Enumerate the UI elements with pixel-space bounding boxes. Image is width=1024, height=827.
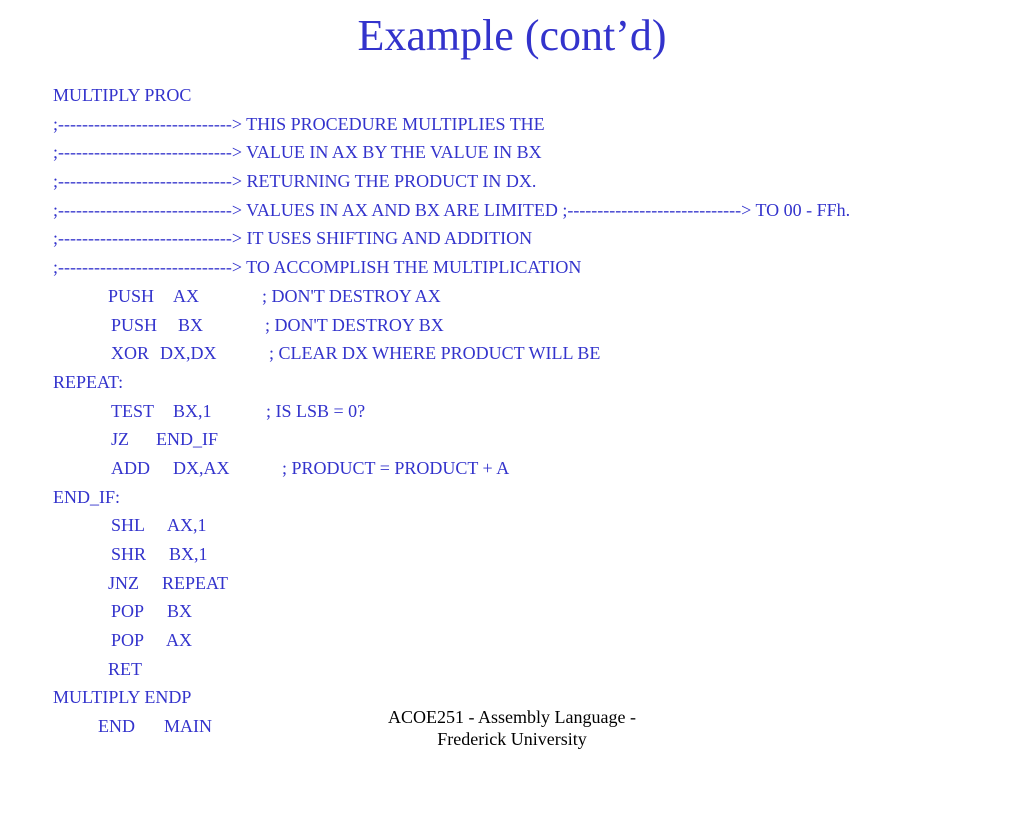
code-label: END_IF:: [53, 486, 120, 507]
code-args: DX,AX: [173, 457, 230, 478]
code-line: [0, 397, 1024, 426]
code-line: [0, 110, 1024, 139]
code-args: BX: [167, 601, 193, 622]
code-line: [0, 81, 1024, 110]
code-line: [0, 569, 1024, 598]
code-args: REPEAT: [162, 572, 229, 593]
code-op: SHR: [111, 544, 147, 564]
code-args: END_IF: [156, 429, 218, 450]
code-args: BX: [178, 314, 204, 335]
code-comment: ;-----------------------------> TO ACCOMPLISH THE MULTIPLICATION: [53, 257, 582, 278]
code-op: JZ: [111, 429, 129, 450]
code-line: [0, 368, 1024, 397]
code-args: BX,1: [173, 400, 212, 421]
code-op: END: [98, 716, 135, 737]
footer-course: ACOE251 - Assembly Language -: [388, 707, 636, 727]
code-line: [0, 253, 1024, 282]
code-args: AX: [166, 630, 192, 651]
code-line: [0, 196, 1024, 225]
code-label: MULTIPLY PROC: [53, 85, 192, 105]
code-op: JNZ: [108, 572, 139, 593]
footer-university: Frederick University: [437, 729, 587, 749]
code-line: [0, 626, 1024, 655]
code-op: SHL: [111, 515, 146, 536]
code-op: RET: [108, 658, 142, 679]
code-args: DX,DX: [160, 343, 217, 364]
code-comment: ;-----------------------------> THIS PROCEDURE MULTIPLIES THE: [53, 113, 545, 134]
code-note: ; DON'T DESTROY BX: [265, 314, 444, 335]
code-note: ; PRODUCT = PRODUCT + A: [282, 457, 510, 478]
code-line: [0, 483, 1024, 512]
code-op: TEST: [111, 400, 154, 421]
code-comment: ;-----------------------------> RETURNING THE PRODUCT IN DX.: [53, 171, 537, 192]
code-label: REPEAT:: [53, 371, 124, 392]
code-comment: ;-----------------------------> VALUE IN AX BY THE VALUE IN BX: [53, 142, 542, 163]
code-args: AX: [173, 285, 199, 306]
code-line: [0, 311, 1024, 340]
code-note: ; IS LSB = 0?: [266, 400, 366, 421]
slide-title: Example (cont’d): [357, 11, 667, 60]
code-comment: ;-----------------------------> VALUES IN AX AND BX ARE LIMITED ;-----------------------------> TO 00 - FFh.: [53, 199, 851, 220]
code-line: [0, 224, 1024, 253]
code-op: ADD: [111, 457, 150, 478]
code-line: [0, 167, 1024, 196]
code-op: PUSH: [108, 285, 155, 306]
code-listing: [0, 81, 1024, 741]
code-line: [0, 339, 1024, 368]
code-op: PUSH: [111, 314, 158, 335]
code-line: [0, 425, 1024, 454]
code-note: ; CLEAR DX WHERE PRODUCT WILL BE: [269, 343, 601, 364]
code-comment: ;-----------------------------> IT USES SHIFTING AND ADDITION: [53, 228, 533, 249]
code-args: BX,1: [169, 544, 208, 564]
code-line: [0, 138, 1024, 167]
code-label: MULTIPLY ENDP: [53, 687, 192, 708]
code-op: POP: [111, 630, 145, 651]
code-line: [0, 655, 1024, 684]
code-line: [0, 454, 1024, 483]
code-op: POP: [111, 601, 145, 622]
code-line: [0, 282, 1024, 311]
slide-footer: [350, 706, 674, 750]
code-op: XOR: [111, 343, 150, 364]
code-line: [0, 511, 1024, 540]
code-line: [0, 597, 1024, 626]
code-note: ; DON'T DESTROY AX: [262, 285, 441, 306]
code-args: AX,1: [167, 515, 207, 536]
code-line: [0, 540, 1024, 569]
code-args: MAIN: [164, 716, 212, 737]
